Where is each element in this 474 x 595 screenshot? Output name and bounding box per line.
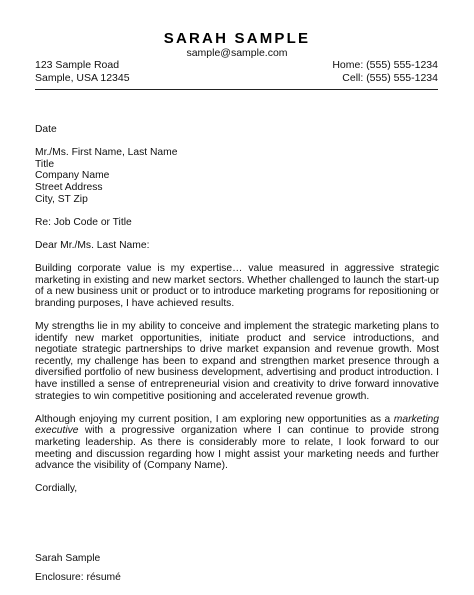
closing: Cordially,: [35, 483, 78, 495]
letter-date: Date: [35, 124, 57, 135]
home-phone: Home: (555) 555-1234: [332, 59, 438, 71]
recipient-city: City, ST Zip: [35, 193, 88, 205]
salutation: Dear Mr./Ms. Last Name:: [35, 239, 150, 251]
sender-email: sample@sample.com: [186, 47, 288, 59]
address-line-2: Sample, USA 12345: [35, 71, 130, 84]
recipient-name: Mr./Ms. First Name, Last Name: [35, 147, 178, 159]
sender-name: SARAH SAMPLE: [163, 30, 311, 47]
paragraph-2: My strengths lie in my ability to conceive and implement the strategic marketing plans to identify new market opportunities, initiate product and service introductions, and negotiate strategic partnerships to drive market expansion and revenue growth. Most recently, my challenge has been to expand and strengthen market presence through a diversified portfolio of new business development, advertising and product introduction. I have instilled a sense of entrepreneurial vision and creativity to drive forward innovative strategies to win competitive positioning and accelerated revenue growth.: [35, 321, 439, 402]
re-line: Re: Job Code or Title: [35, 216, 132, 228]
recipient-company: Company Name: [35, 170, 110, 182]
signature-block: [35, 553, 439, 584]
sender-phones: [332, 59, 438, 84]
recipient-block: [35, 147, 439, 205]
sender-address: [35, 59, 130, 84]
address-line-1: 123 Sample Road: [35, 59, 120, 71]
signature-name: Sarah Sample: [35, 552, 101, 564]
paragraph-3: [35, 414, 439, 472]
paragraph-3-end: with a progressive organization where I can continue to provide strong marketing leadership. As there is considerably more to relate, I look forward to our meeting and discussion regarding how I might assist your marketing needs and further advance the visibility of (Company Name).: [35, 425, 439, 472]
enclosure-line: Enclosure: résumé: [35, 572, 121, 584]
cell-phone: Cell: (555) 555-1234: [342, 71, 438, 84]
letter-body: [35, 124, 439, 595]
header-divider: [35, 89, 438, 90]
signature-space: [35, 507, 439, 553]
paragraph-1: Building corporate value is my expertise… value measured in aggressive strategic marketing in existing and new market sectors. Whether challenged to launch the start-up of a new business unit or product or to introduce marketing programs for repositioning or branding purposes, I have achieved results.: [35, 263, 439, 309]
recipient-street: Street Address: [35, 181, 103, 193]
paragraph-3-emphasis: marketing executive: [35, 413, 439, 437]
paragraph-3-start: Although enjoying my current position, I am exploring new opportunities as a: [35, 413, 394, 425]
recipient-title: Title: [35, 158, 55, 170]
